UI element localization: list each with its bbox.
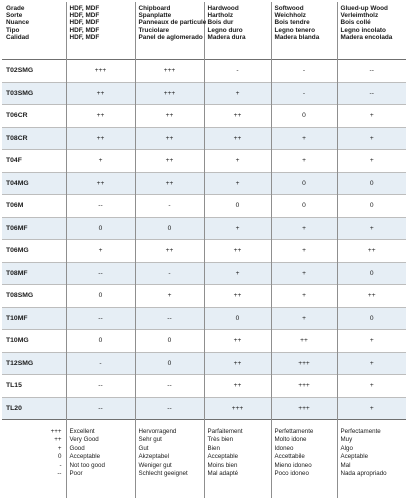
rating-cell: ++: [204, 375, 271, 398]
rating-cell: +: [271, 150, 337, 173]
legend-term: Molto idone: [275, 436, 337, 444]
rating-cell: --: [135, 375, 204, 398]
rating-cell: +: [337, 127, 406, 150]
legend-term: Very Good: [70, 436, 135, 444]
legend-term: Excellent: [70, 428, 135, 436]
rating-cell: +: [135, 285, 204, 308]
rating-cell: --: [66, 195, 135, 218]
rating-cell: -: [66, 352, 135, 375]
table-row: [2, 150, 406, 173]
rating-cell: -: [135, 262, 204, 285]
legend-term: Perfectamente: [341, 428, 407, 436]
legend-symbol: -: [5, 462, 62, 470]
header-grade-it: Tipo: [6, 27, 66, 34]
rating-cell: +: [204, 262, 271, 285]
rating-cell: 0: [337, 262, 406, 285]
rating-cell: ++: [204, 240, 271, 263]
grade-cell: T06M: [2, 195, 66, 218]
table-row: [2, 397, 406, 420]
rating-cell: ++: [337, 240, 406, 263]
legend-symbol: +: [5, 445, 62, 453]
rating-cell: --: [337, 82, 406, 105]
rating-cell: 0: [135, 330, 204, 353]
header-softwood: [271, 2, 337, 60]
legend-term: Not too good: [70, 462, 135, 470]
rating-cell: ++: [135, 240, 204, 263]
legend-term: Acceptable: [70, 453, 135, 461]
rating-cell: 0: [66, 217, 135, 240]
table-row: [2, 172, 406, 195]
legend-term: Nada apropriado: [341, 470, 407, 478]
grade-cell: T08CR: [2, 127, 66, 150]
header-label: Bois collé: [341, 19, 407, 26]
table-row: [2, 195, 406, 218]
header-label: Spanplatte: [139, 12, 204, 19]
legend-term: Accettabile: [275, 453, 337, 461]
grade-cell: T12SMG: [2, 352, 66, 375]
legend-german: [135, 420, 204, 498]
table-row: [2, 127, 406, 150]
rating-cell: --: [66, 375, 135, 398]
legend-term: Poor: [70, 470, 135, 478]
grade-cell: T03SMG: [2, 82, 66, 105]
rating-cell: ++: [204, 127, 271, 150]
rating-cell: 0: [271, 105, 337, 128]
rating-cell: 0: [66, 330, 135, 353]
header-grade-fr: Nuance: [6, 19, 66, 26]
rating-cell: -: [271, 60, 337, 83]
rating-cell: ++: [66, 172, 135, 195]
header-label: Panel de aglomerado: [139, 34, 204, 41]
header-chipboard: [135, 2, 204, 60]
rating-cell: +++: [204, 397, 271, 420]
header-label: Truciolare: [139, 27, 204, 34]
rating-cell: +: [204, 172, 271, 195]
header-label: Weichholz: [275, 12, 337, 19]
grade-cell: T04F: [2, 150, 66, 173]
header-label: Bois dur: [208, 19, 271, 26]
rating-cell: 0: [204, 307, 271, 330]
legend-term: Mal adapté: [208, 470, 271, 478]
rating-cell: 0: [337, 195, 406, 218]
header-glued-up-wood: [337, 2, 406, 60]
legend-row: [2, 420, 406, 498]
header-grade: [2, 2, 66, 60]
header-label: Bois tendre: [275, 19, 337, 26]
legend-term: Acceptable: [208, 453, 271, 461]
header-label: HDF, MDF: [70, 5, 135, 12]
rating-cell: -: [271, 82, 337, 105]
rating-cell: --: [337, 60, 406, 83]
legend-spanish: [337, 420, 406, 498]
grade-cell: T06MF: [2, 217, 66, 240]
header-label: Legno incolato: [341, 27, 407, 34]
table-row: [2, 240, 406, 263]
table-header-row: [2, 2, 406, 60]
header-label: Legno duro: [208, 27, 271, 34]
legend-term: Hervorragend: [139, 428, 204, 436]
rating-cell: ++: [135, 172, 204, 195]
legend-symbols: [2, 420, 66, 498]
legend-term: Parfaitement: [208, 428, 271, 436]
grade-table-container: [2, 2, 406, 498]
grade-cell: T02SMG: [2, 60, 66, 83]
table-row: [2, 307, 406, 330]
rating-cell: --: [135, 307, 204, 330]
legend-term: Algo: [341, 445, 407, 453]
grade-cell: T10MG: [2, 330, 66, 353]
header-grade-de: Sorte: [6, 12, 66, 19]
rating-cell: 0: [204, 195, 271, 218]
legend-term: Bien: [208, 445, 271, 453]
grade-cell: TL20: [2, 397, 66, 420]
header-label: Hardwood: [208, 5, 271, 12]
rating-cell: ++: [271, 330, 337, 353]
rating-cell: 0: [337, 307, 406, 330]
table-row: [2, 82, 406, 105]
rating-cell: +: [271, 240, 337, 263]
header-label: HDF, MDF: [70, 19, 135, 26]
grade-cell: T10MF: [2, 307, 66, 330]
rating-cell: +++: [135, 82, 204, 105]
table-row: [2, 352, 406, 375]
rating-cell: +: [66, 150, 135, 173]
rating-cell: +: [271, 127, 337, 150]
rating-cell: -: [204, 60, 271, 83]
rating-cell: ++: [337, 285, 406, 308]
rating-cell: +: [337, 150, 406, 173]
header-label: Glued-up Wood: [341, 5, 407, 12]
rating-cell: 0: [66, 285, 135, 308]
rating-cell: 0: [135, 217, 204, 240]
grade-cell: T04MG: [2, 172, 66, 195]
legend-term: Aceptable: [341, 453, 407, 461]
rating-cell: +: [271, 217, 337, 240]
rating-cell: +: [204, 217, 271, 240]
legend-term: Muy: [341, 436, 407, 444]
header-hdf-mdf: [66, 2, 135, 60]
header-label: Madera blanda: [275, 34, 337, 41]
legend-term: Poco idoneo: [275, 470, 337, 478]
header-label: Panneaux de particule: [139, 19, 204, 26]
legend-term: Très bien: [208, 436, 271, 444]
header-label: Softwood: [275, 5, 337, 12]
legend-term: Mal: [341, 462, 407, 470]
rating-cell: +: [204, 150, 271, 173]
table-row: [2, 330, 406, 353]
header-label: Madera dura: [208, 34, 271, 41]
rating-cell: 0: [337, 172, 406, 195]
rating-cell: ++: [66, 127, 135, 150]
table-row: [2, 217, 406, 240]
rating-cell: 0: [271, 172, 337, 195]
header-grade-es: Calidad: [6, 34, 66, 41]
rating-cell: +: [66, 240, 135, 263]
legend-symbol: 0: [5, 453, 62, 461]
rating-cell: +: [337, 375, 406, 398]
legend-term: Weniger gut: [139, 462, 204, 470]
rating-cell: +++: [271, 397, 337, 420]
rating-cell: ++: [66, 82, 135, 105]
grade-cell: T06CR: [2, 105, 66, 128]
rating-cell: ++: [135, 105, 204, 128]
legend-english: [66, 420, 135, 498]
grade-suitability-table: [2, 2, 406, 498]
header-label: Legno tenero: [275, 27, 337, 34]
header-grade-en: Grade: [6, 5, 66, 12]
rating-cell: ++: [135, 127, 204, 150]
rating-cell: ++: [66, 105, 135, 128]
legend-italian: [271, 420, 337, 498]
rating-cell: +: [271, 307, 337, 330]
header-label: HDF, MDF: [70, 12, 135, 19]
rating-cell: +: [337, 105, 406, 128]
rating-cell: +++: [66, 60, 135, 83]
header-label: Verleimtholz: [341, 12, 407, 19]
rating-cell: +: [204, 82, 271, 105]
legend-term: Mieno idoneo: [275, 462, 337, 470]
rating-cell: +++: [271, 352, 337, 375]
legend-term: Gut: [139, 445, 204, 453]
header-label: Hartholz: [208, 12, 271, 19]
rating-cell: --: [66, 262, 135, 285]
rating-cell: +: [337, 397, 406, 420]
grade-cell: T08SMG: [2, 285, 66, 308]
rating-cell: +: [271, 285, 337, 308]
grade-cell: T06MG: [2, 240, 66, 263]
table-row: [2, 105, 406, 128]
legend-symbol: +++: [5, 428, 62, 436]
rating-cell: +: [337, 217, 406, 240]
header-label: Chipboard: [139, 5, 204, 12]
rating-cell: 0: [271, 195, 337, 218]
legend-term: Moins bien: [208, 462, 271, 470]
rating-cell: +: [337, 352, 406, 375]
rating-cell: +: [337, 330, 406, 353]
legend-term: Schlecht geeignet: [139, 470, 204, 478]
table-row: [2, 60, 406, 83]
legend-french: [204, 420, 271, 498]
legend-term: Sehr gut: [139, 436, 204, 444]
table-row: [2, 262, 406, 285]
rating-cell: --: [66, 307, 135, 330]
table-row: [2, 375, 406, 398]
grade-cell: TL15: [2, 375, 66, 398]
rating-cell: --: [135, 397, 204, 420]
rating-cell: +++: [135, 60, 204, 83]
rating-cell: ++: [204, 352, 271, 375]
header-label: HDF, MDF: [70, 27, 135, 34]
rating-cell: ++: [204, 105, 271, 128]
rating-cell: 0: [135, 352, 204, 375]
header-hardwood: [204, 2, 271, 60]
table-row: [2, 285, 406, 308]
header-label: Madera encolada: [341, 34, 407, 41]
legend-term: Good: [70, 445, 135, 453]
header-label: HDF, MDF: [70, 34, 135, 41]
rating-cell: ++: [135, 150, 204, 173]
rating-cell: ++: [204, 330, 271, 353]
legend-symbol: --: [5, 470, 62, 478]
rating-cell: ++: [204, 285, 271, 308]
legend-symbol: ++: [5, 436, 62, 444]
legend-term: Perfettamente: [275, 428, 337, 436]
rating-cell: -: [135, 195, 204, 218]
rating-cell: --: [66, 397, 135, 420]
legend-term: Idoneo: [275, 445, 337, 453]
rating-cell: +: [271, 262, 337, 285]
legend-term: Akzeptabel: [139, 453, 204, 461]
grade-cell: T08MF: [2, 262, 66, 285]
rating-cell: +++: [271, 375, 337, 398]
